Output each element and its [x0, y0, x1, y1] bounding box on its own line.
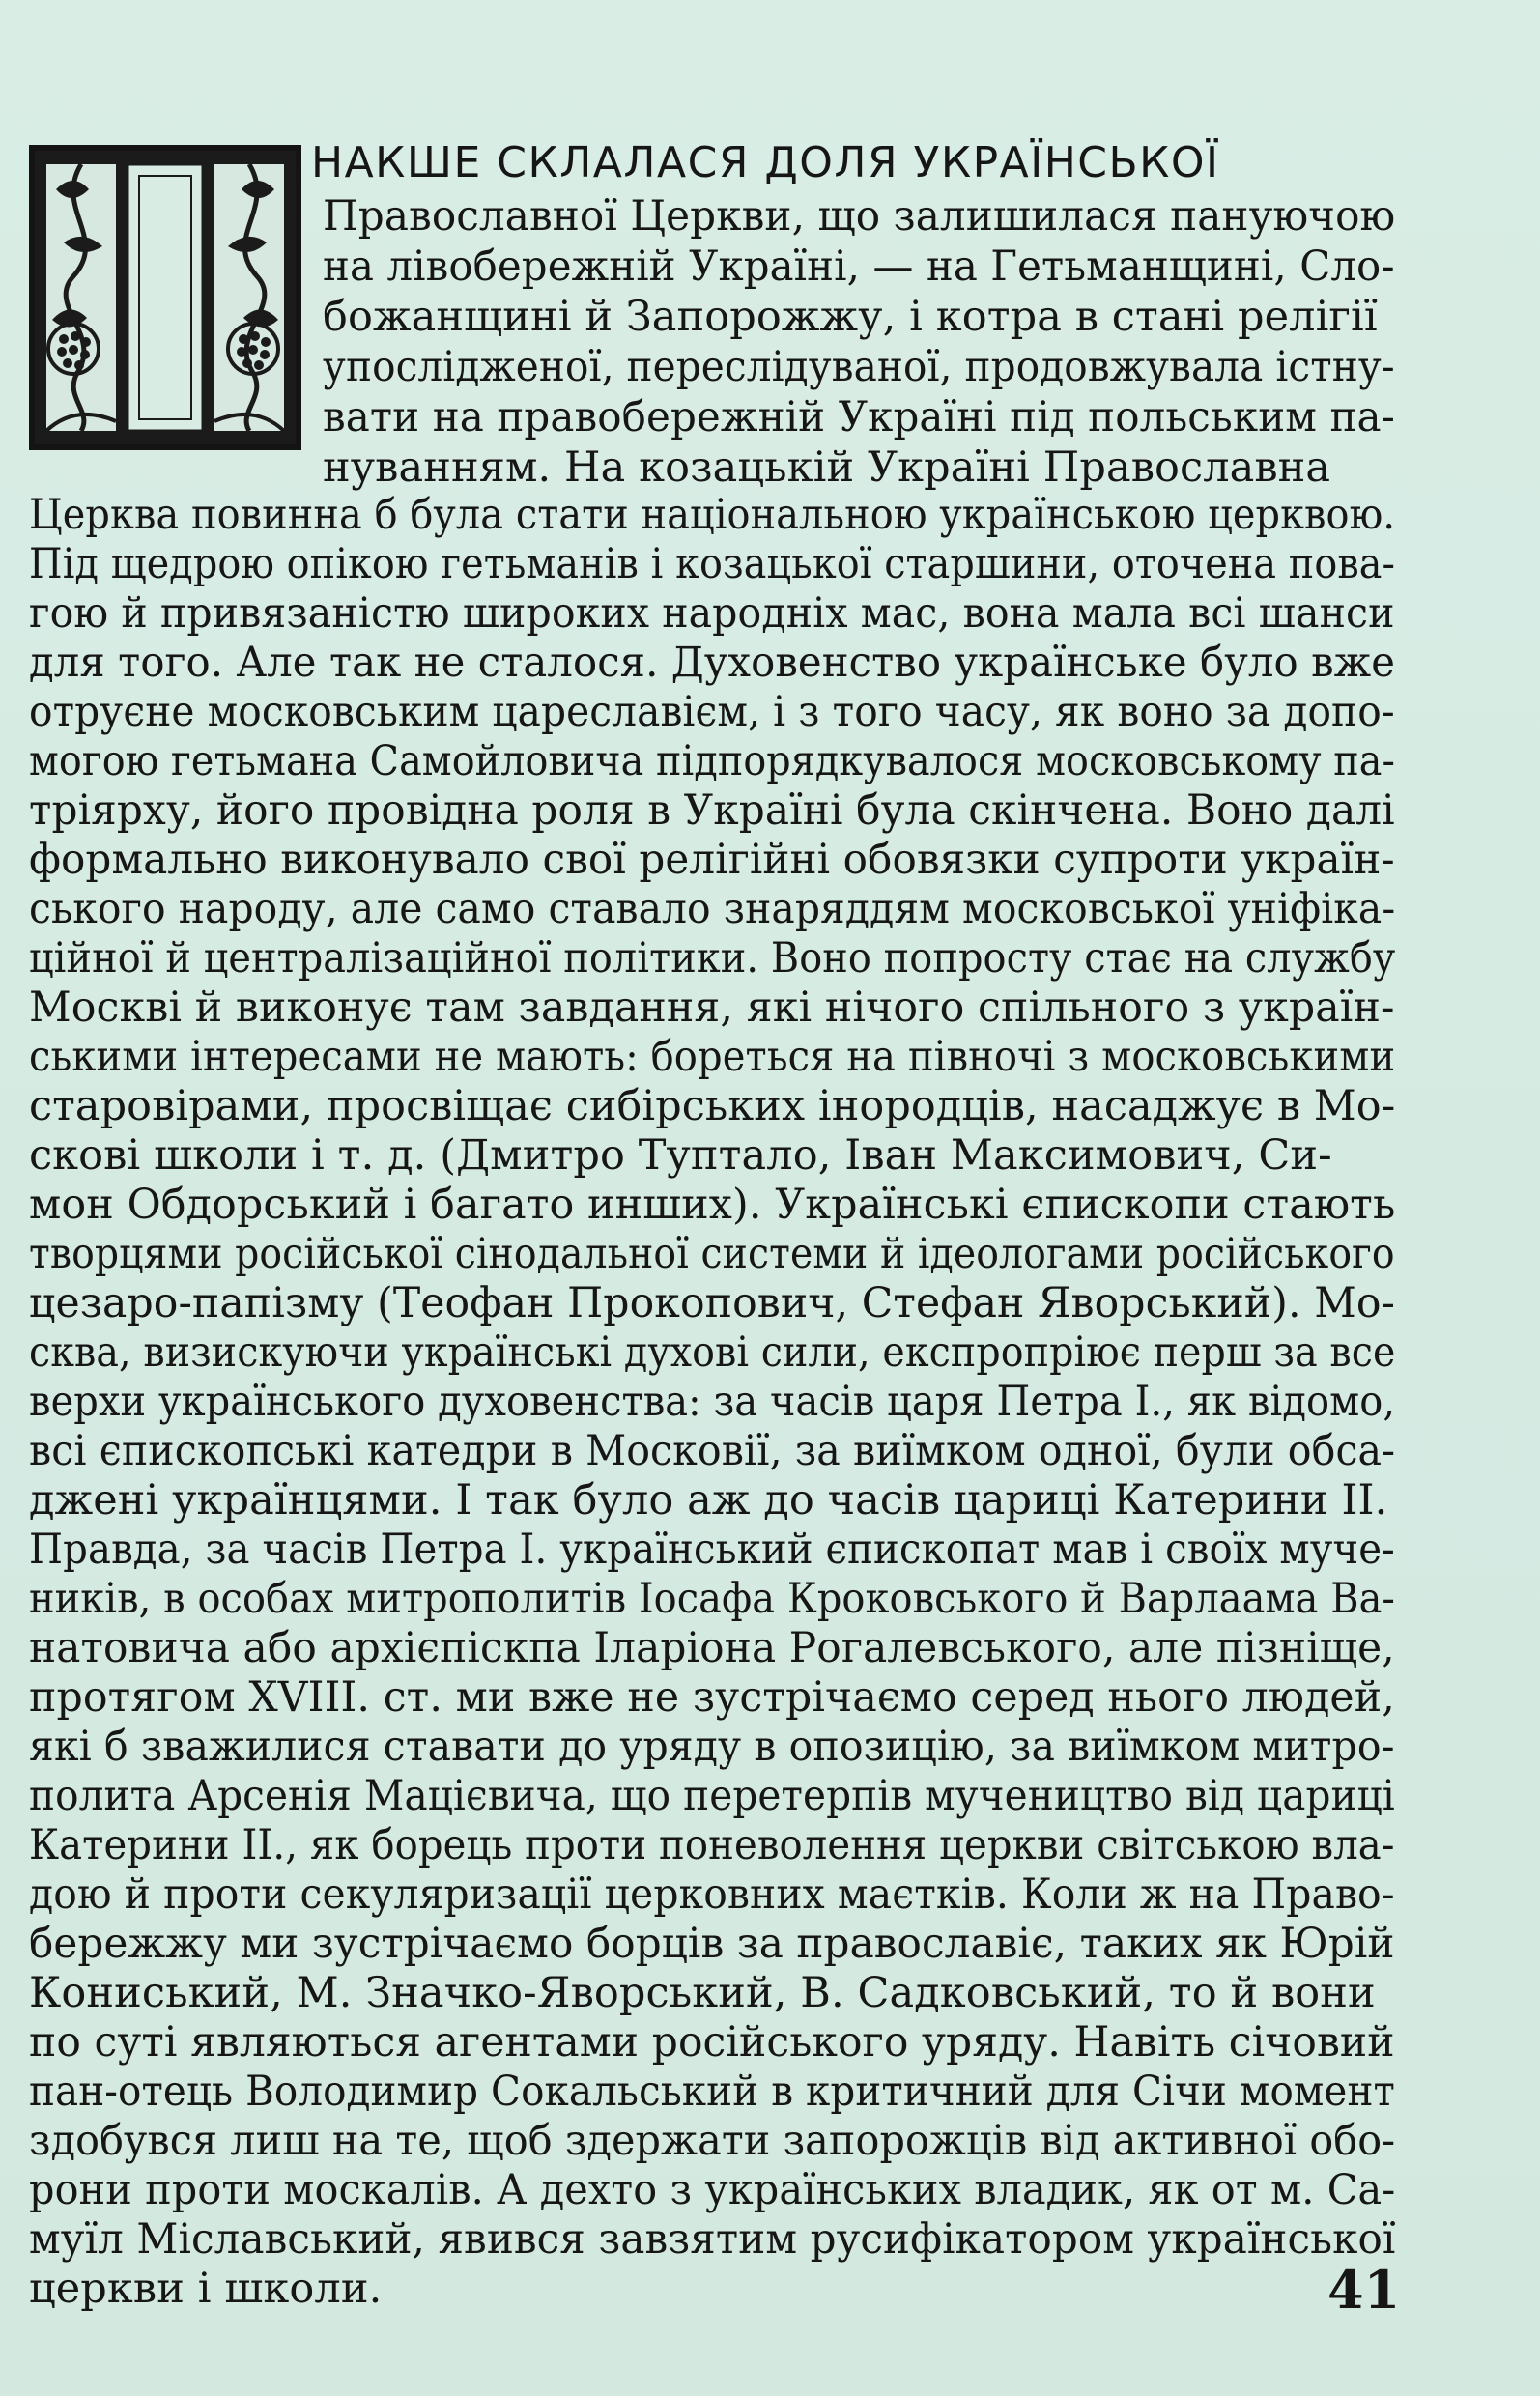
text-line: здобувся лиш на те, щоб здержати запорожців від активної обо-: [29, 2117, 1396, 2165]
text-line: Під щедрою опікою гетьманів і козацької старшини, оточена пова-: [29, 540, 1396, 588]
text-line: бережжу ми зустрічаємо борців за православіє, таких як Юрій: [29, 1920, 1395, 1968]
page-number: 41: [1327, 2259, 1401, 2321]
ornament-initial-i-icon: [35, 151, 296, 444]
text-line: на лівобережній Україні, — на Гетьманщині, Сло-: [323, 242, 1395, 291]
text-line: ників, в особах митрополитів Іосафа Кроковського й Варлаама Ва-: [29, 1575, 1395, 1623]
text-line: всі єпископські катедри в Московії, за виїмком одної, були обса-: [29, 1427, 1396, 1475]
text-line: тріярху, його провідна роля в Україні була скінчена. Воно далі: [29, 786, 1395, 835]
text-line-opening: НАКШЕ СКЛАЛАСЯ ДОЛЯ УКРАЇНСЬКОЇ: [311, 138, 1220, 187]
text-line: Катерини II., як борець проти поневолення церкви світською вла-: [29, 1821, 1395, 1869]
text-line: джені українцями. І так було аж до часів цариці Катерини II.: [29, 1476, 1388, 1525]
text-line: муїл Міславський, явився завзятим русифікатором української: [29, 2215, 1396, 2264]
text-line: могою гетьмана Самойловича підпорядкувалося московському па-: [29, 737, 1396, 785]
text-line: протягом XVIII. ст. ми вже не зустрічаємо серед нього людей,: [29, 1673, 1395, 1722]
text-line: гою й привязаністю широких народніх мас, вона мала всі шанси: [29, 589, 1395, 638]
text-line: отруєне московським цареславієм, і з того часу, як воно за допо-: [29, 688, 1395, 736]
text-line: Православної Церкви, що залишилася пануючою: [323, 192, 1396, 241]
text-line: старовірами, просвіщає сибірських інородців, насаджує в Мо-: [29, 1082, 1396, 1130]
text-line: ського народу, але само ставало знаряддям московської уніфіка-: [29, 885, 1396, 933]
text-line: формально виконувало свої релігійні обовязки супроти україн-: [29, 836, 1395, 884]
text-line: Правда, за часів Петра І. український єпископат мав і своїх муче-: [29, 1526, 1395, 1574]
text-line: верхи українського духовенства: за часів царя Петра І., як відомо,: [29, 1378, 1396, 1426]
text-line: ськими інтересами не мають: бореться на півночі з московськими: [29, 1033, 1396, 1081]
text-line: полита Арсенія Мацієвича, що перетерпів мучеництво від цариці: [29, 1772, 1395, 1820]
text-line: Кониський, М. Значко-Яворський, В. Садковський, то й вони: [29, 1969, 1376, 2017]
text-line: натовича або архієпіскпа Іларіона Рогалевського, але пізніще,: [29, 1624, 1395, 1672]
text-line: скові школи і т. д. (Дмитро Туптало, Іван Максимович, Си-: [29, 1131, 1332, 1180]
text-line: які б зважилися ставати до уряду в опозицію, за виїмком митро-: [29, 1723, 1395, 1771]
text-line: дою й проти секуляризації церковних маєтків. Коли ж на Право-: [29, 1870, 1395, 1919]
text-line: Москві й виконує там завдання, які нічого спільного з україн-: [29, 984, 1395, 1032]
text-line-last: церкви і школи.: [29, 2265, 383, 2313]
text-line: нуванням. На козацькій Україні Православна: [323, 443, 1331, 492]
text-line: для того. Але так не сталося. Духовенство українське було вже: [29, 639, 1396, 687]
text-line: ційної й централізаційної політики. Воно попросту стає на службу: [29, 934, 1396, 983]
decorated-initial-letter: [29, 145, 301, 450]
text-line: цезаро-папізму (Теофан Прокопович, Стефан Яворський). Мо-: [29, 1279, 1396, 1327]
text-line: божанщині й Запорожжу, і котра в стані релігії: [323, 293, 1378, 341]
text-line: Церква повинна б була стати національною українською церквою.: [29, 491, 1396, 539]
text-line: мон Обдорський і багато инших). Українські єпископи стають: [29, 1181, 1396, 1229]
text-line: пан-отець Володимир Сокальський в критичний для Січи момент: [29, 2068, 1395, 2116]
text-line: упослідженої, переслідуваної, продовжувала істну-: [323, 343, 1395, 391]
text-line: творцями російської сінодальної системи й ідеологами російського: [29, 1230, 1395, 1278]
text-line: рони проти москалів. А дехто з українських владик, як от м. Са-: [29, 2166, 1396, 2214]
text-line: сква, визискуючи українські духові сили, експропріює перш за все: [29, 1328, 1396, 1377]
text-line: по суті являються агентами російського уряду. Навіть січовий: [29, 2018, 1395, 2067]
text-line: вати на правобережній Україні під польським па-: [323, 393, 1395, 442]
